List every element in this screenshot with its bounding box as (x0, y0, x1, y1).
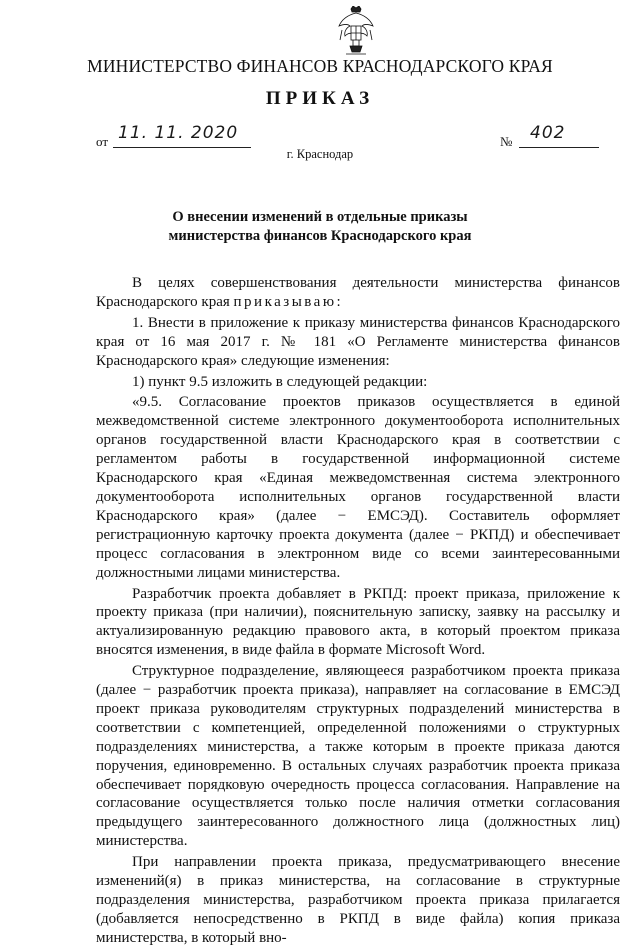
order-word: приказываю: (233, 293, 344, 310)
paragraph-intro (96, 274, 620, 312)
title-line-2: министерства финансов Краснодарского края (168, 228, 472, 244)
handwritten-date: 11. 11. 2020 (118, 123, 239, 143)
number-label: № (500, 134, 513, 149)
city: г. Краснодар (286, 147, 354, 161)
paragraph-1: 1. Внести в приложение к приказу министерства финансов Краснодарского края от 16 мая 2017 г. № 181 «О Регламенте министерства финансов Краснодарского края» следующие изменения: (96, 314, 620, 369)
document-title (0, 208, 640, 246)
document-body (96, 274, 620, 950)
paragraph-5: Структурное подразделение, являющееся разработчиком проекта приказа (далее − разработчик проекта приказа), направляет на согласование в ЕМСЭД проект приказа руководителям структурных подразделений министерства в соответствии с компетенцией, определенной положениями о структурных подразделениях министерства, а также которым в проекте приказа даются поручения, единовременно. В остальных случаях разработчик проекта приказа обеспечивает порядковую очередность процесса согласования. Направление на согласование осуществляется только после наличия отметки согласования предыдущего заинтересованного должностного лица (должностных лиц) министерства. (96, 663, 620, 850)
date-label: от (96, 134, 109, 149)
handwritten-number: 402 (530, 123, 566, 143)
title-line-1: О внесении изменений в отдельные приказы (172, 209, 468, 225)
document-type: ПРИКАЗ (265, 88, 375, 109)
paragraph-2: 1) пункт 9.5 изложить в следующей редакции: (132, 373, 428, 390)
paragraph-6: При направлении проекта приказа, предусматривающего внесение изменений(я) в приказ министерства, на согласование в структурные подразделения министерства, разработчиком проекта приказа прилагается (добавляется непосредственно в РКПД в виде файла) копия приказа министерства, в который вно- (96, 854, 620, 946)
paragraph-3: «9.5. Согласование проектов приказов осуществляется в единой межведомственной системе электронного документооборота исполнительных органов государственной власти Краснодарского края в соответствии с регламентом работы в государственной информационной системе Краснодарского края «Единая межведомственная система электронного документооборота исполнительных органов государственной власти Краснодарского края» (далее − ЕМСЭД). Составитель оформляет регистрационную карточку проекта документа (далее − РКПД) и обеспечивает процесс согласования в электронном виде со всеми заинтересованными должностными лицами министерства. (96, 394, 620, 581)
paragraph-4: Разработчик проекта добавляет в РКПД: проект приказа, приложение к проекту приказа (при наличии), пояснительную записку, заявку на рассылку и актуализированную редакцию правового акта, в который проектом приказа вносятся изменения, в виде файла в формате Microsoft Word. (96, 585, 620, 659)
intro-text: В целях совершенствования деятельности министерства финансов Краснодарского края (96, 275, 620, 310)
ministry-name: МИНИСТЕРСТВО ФИНАНСОВ КРАСНОДАРСКОГО КРАЯ (87, 56, 553, 76)
coat-of-arms-icon (336, 6, 376, 58)
